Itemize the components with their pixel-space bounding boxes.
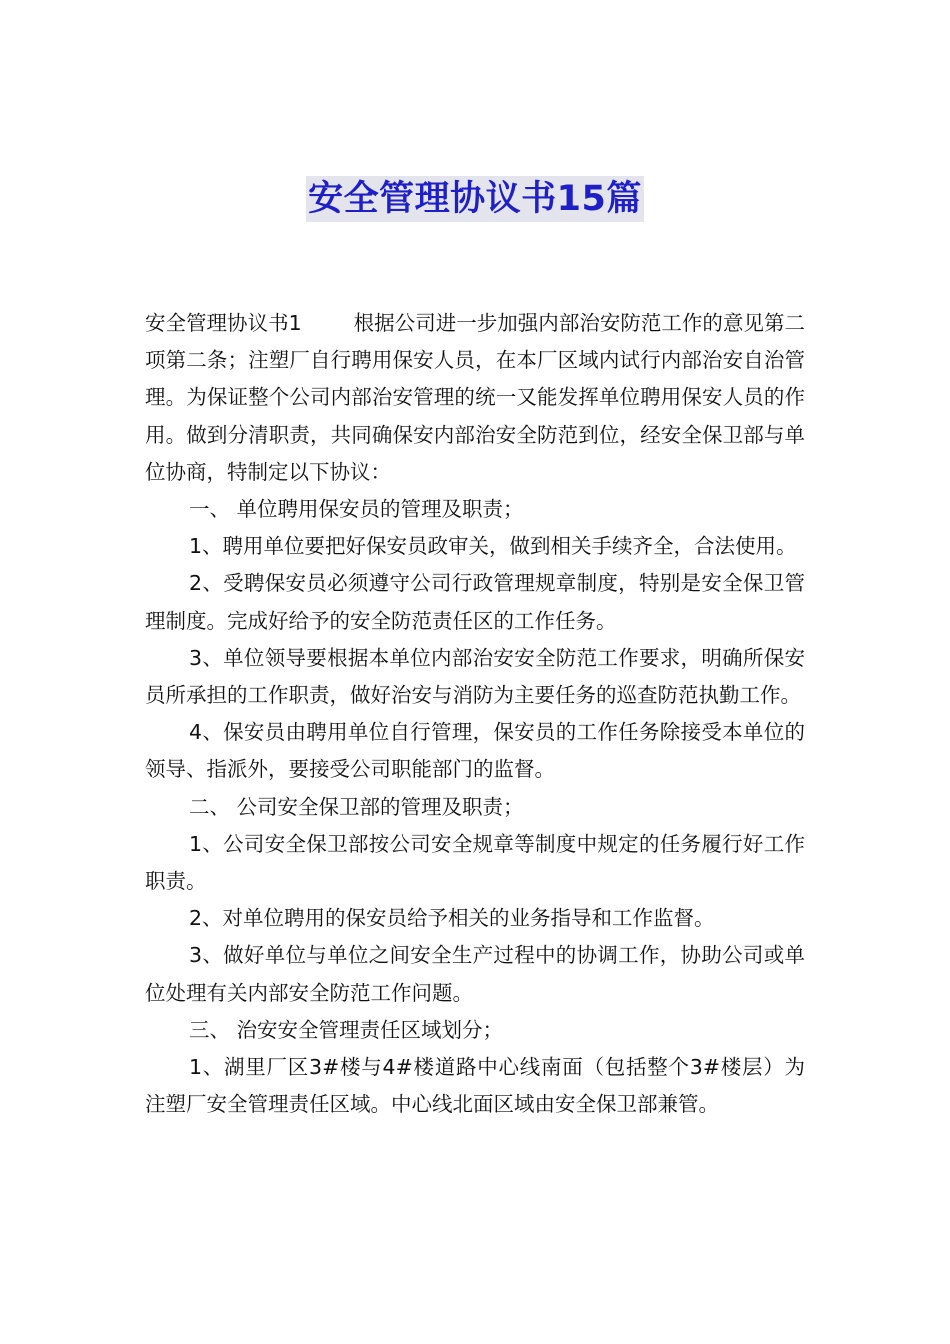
paragraph: 1、公司安全保卫部按公司安全规章等制度中规定的任务履行好工作职责。 <box>145 831 805 894</box>
document-title: 安全管理协议书15篇 <box>306 176 644 222</box>
paragraph: 1、聘用单位要把好保安员政审关，做到相关手续齐全，合法使用。 <box>189 534 797 559</box>
paragraph: 3、单位领导要根据本单位内部治安安全防范工作要求，明确所保安员所承担的工作职责，做好治安与消防为主要任务的巡查防范执勤工作。 <box>145 645 805 708</box>
title-wrapper <box>0 176 950 222</box>
paragraph: 2、受聘保安员必须遵守公司行政管理规章制度，特别是安全保卫管理制度。完成好给予的安全防范责任区的工作任务。 <box>145 571 805 633</box>
section-heading-3: 三、 治安安全管理责任区域划分； <box>189 1017 504 1042</box>
intro-paragraph <box>145 305 805 491</box>
paragraph: 3、做好单位与单位之间安全生产过程中的协调工作，协助公司或单位处理有关内部安全防范工作问题。 <box>145 943 805 1005</box>
intro-heading: 安全管理协议书1 <box>145 311 302 335</box>
intro-text: 根据公司进一步加强内部治安防范工作的意见第二项第二条；注塑厂自行聘用保安人员，在本厂区域内试行内部治安自治管理。为保证整个公司内部治安管理的统一又能发挥单位聘用保安人员的作用。做到分清职责，共同确保安内部治安全防范到位，经安全保卫部与单位协商，特制定以下协议： <box>145 311 805 484</box>
document-body <box>145 305 805 1123</box>
paragraph: 1、湖里厂区3#楼与4#楼道路中心线南面（包括整个3#楼层）为注塑厂安全管理责任区域。中心线北面区域由安全保卫部兼管。 <box>145 1055 805 1117</box>
paragraph: 2、对单位聘用的保安员给予相关的业务指导和工作监督。 <box>189 906 715 931</box>
section-heading-2: 二、 公司安全保卫部的管理及职责； <box>189 794 524 819</box>
section-heading-1: 一、 单位聘用保安员的管理及职责； <box>189 497 524 522</box>
paragraph: 4、保安员由聘用单位自行管理，保安员的工作任务除接受本单位的领导、指派外，要接受公司职能部门的监督。 <box>145 720 805 782</box>
